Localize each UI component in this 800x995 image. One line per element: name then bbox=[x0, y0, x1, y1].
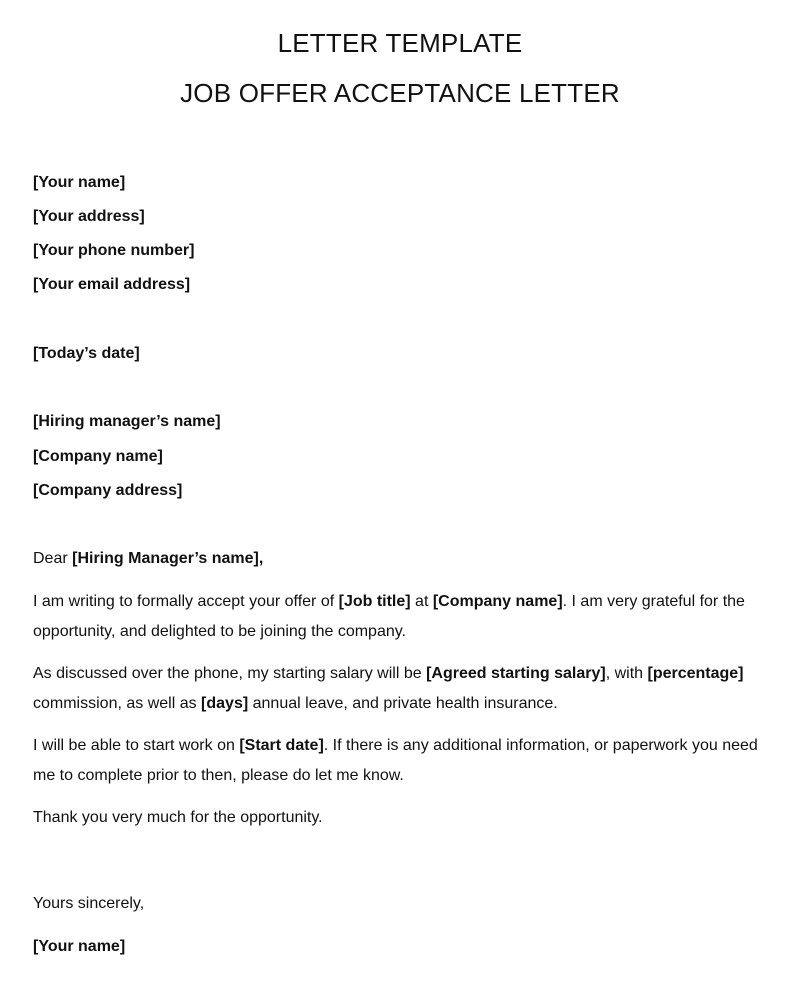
recipient-manager-name: [Hiring manager’s name] bbox=[33, 413, 221, 430]
closing-signoff: Yours sincerely, bbox=[33, 895, 145, 912]
sender-email: [Your email address] bbox=[33, 276, 191, 293]
p3-start-date: [Start date] bbox=[239, 737, 324, 754]
document-title: LETTER TEMPLATE bbox=[277, 28, 523, 58]
p2-text-2: , with bbox=[605, 665, 648, 682]
p2-text-4: annual leave, and private health insurance. bbox=[248, 695, 558, 712]
p1-text-3: . I am very grateful for the opportunity, and delighted to be joining the company. bbox=[33, 593, 745, 640]
salutation bbox=[33, 549, 263, 569]
document-subtitle: JOB OFFER ACCEPTANCE LETTER bbox=[180, 78, 620, 108]
p1-company: [Company name] bbox=[432, 593, 563, 610]
body-paragraph-3 bbox=[33, 731, 778, 791]
body-paragraph-4: Thank you very much for the opportunity. bbox=[33, 809, 323, 826]
salutation-prefix: Dear bbox=[33, 550, 73, 567]
p1-text-2: at bbox=[410, 593, 433, 610]
p2-text-1: As discussed over the phone, my starting salary will be bbox=[33, 665, 427, 682]
recipient-company-name: [Company name] bbox=[33, 448, 163, 465]
letter-date: [Today’s date] bbox=[33, 345, 140, 362]
p3-text-1: I will be able to start work on bbox=[33, 737, 240, 754]
closing-name: [Your name] bbox=[33, 938, 126, 955]
p1-text-1: I am writing to formally accept your offer of bbox=[33, 593, 339, 610]
p3-text-2: . If there is any additional information, or paperwork you need me to complete prior to then, please do let me know. bbox=[33, 737, 758, 784]
sender-name: [Your name] bbox=[33, 174, 126, 191]
recipient-company-address: [Company address] bbox=[33, 482, 183, 499]
sender-address: [Your address] bbox=[33, 208, 145, 225]
p2-salary: [Agreed starting salary] bbox=[426, 665, 606, 682]
p1-job-title: [Job title] bbox=[338, 593, 411, 610]
p2-percentage: [percentage] bbox=[647, 665, 744, 682]
sender-phone: [Your phone number] bbox=[33, 242, 195, 259]
p2-days: [days] bbox=[201, 695, 249, 712]
salutation-name: [Hiring Manager’s name], bbox=[72, 550, 264, 567]
p2-text-3: commission, as well as bbox=[33, 695, 202, 712]
body-paragraph-2 bbox=[33, 659, 778, 719]
body-paragraph-1 bbox=[33, 587, 778, 647]
